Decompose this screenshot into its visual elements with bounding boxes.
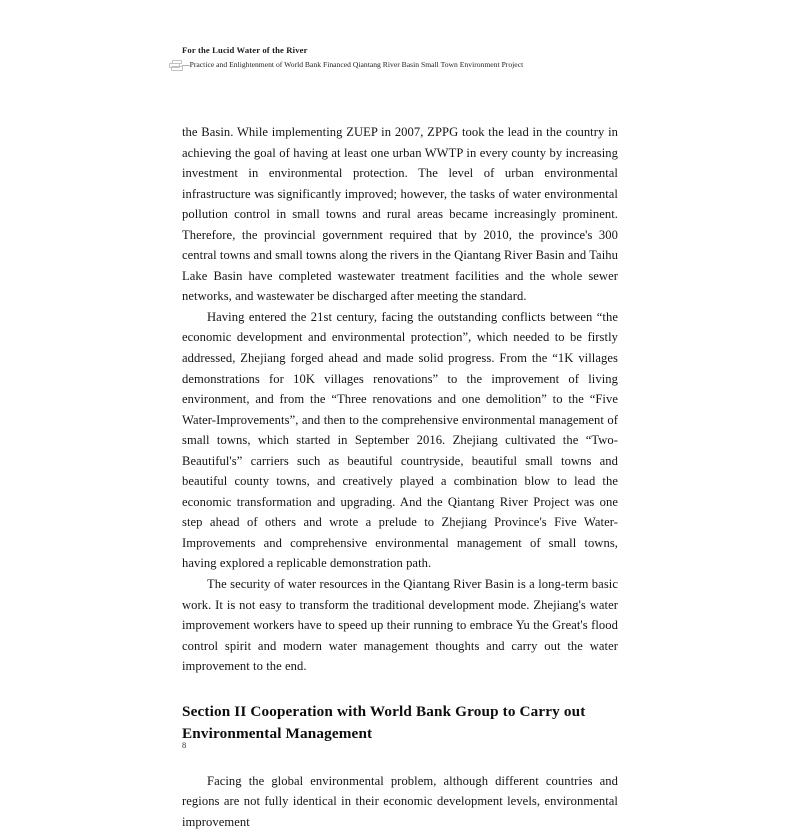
section-heading: Section II Cooperation with World Bank Group to Carry out Environmental Management bbox=[182, 702, 586, 742]
page-body bbox=[182, 122, 618, 832]
running-header-title: For the Lucid Water of the River bbox=[182, 45, 308, 55]
body-paragraph: Having entered the 21st century, facing the outstanding conflicts between “the economic development and environmental protection”, which needed to be firstly addressed, Zhejiang forged ahead and made solid progress. From the “1K villages demonstrations for 10K villages renovations” to the improvement of living environment, and from the “Three renovations and one demolition” to the “Five Water-Improvements”, and then to the comprehensive environmental management of small towns, which started in September 2016. Zhejiang cultivated the “Two-Beautiful's” carriers such as beautiful countryside, beautiful small towns and beautiful county towns, and creatively played a combination blow to lead the economic transformation and upgrading. And the Qiantang River Project was one step ahead of others and wrote a prelude to Zhejiang Province's Five Water-Improvements and comprehensive environmental management of small towns, having explored a replicable demonstration path. bbox=[182, 309, 618, 571]
body-paragraph: the Basin. While implementing ZUEP in 2007, ZPPG took the lead in the country in achieving the goal of having at least one urban WWTP in every county by increasing investment in environmental protection. The level of urban environmental infrastructure was significantly improved; however, the tasks of water environmental pollution control in small towns and rural areas became increasingly prominent. Therefore, the provincial government required that by 2010, the province's 300 central towns and small towns along the rivers in the Qiantang River Basin and Taihu Lake Basin have completed wastewater treatment facilities and the whole sewer networks, and wastewater be discharged after meeting the standard. bbox=[182, 125, 618, 304]
section-heading-wrap bbox=[182, 701, 618, 745]
running-header-subtitle: —Practice and Enlightenment of World Bank Financed Qiantang River Basin Small Town Environment Project bbox=[182, 60, 524, 69]
post-heading-block bbox=[182, 771, 618, 832]
stacked-wave-mark-icon bbox=[168, 59, 182, 70]
body-paragraph: Facing the global environmental problem, although different countries and regions are not fully identical in their economic development levels, environmental improvement bbox=[182, 773, 618, 829]
body-paragraph: The security of water resources in the Qiantang River Basin is a long-term basic work. It is not easy to transform the traditional development mode. Zhejiang's water improvement workers have to speed up their running to embrace Yu the Great's flood control spirit and modern water management thoughts and carry out the water improvement to the end. bbox=[182, 577, 618, 674]
running-header bbox=[168, 44, 620, 70]
page-number: 8 bbox=[182, 741, 187, 750]
running-header-subtitle-row bbox=[168, 59, 620, 70]
